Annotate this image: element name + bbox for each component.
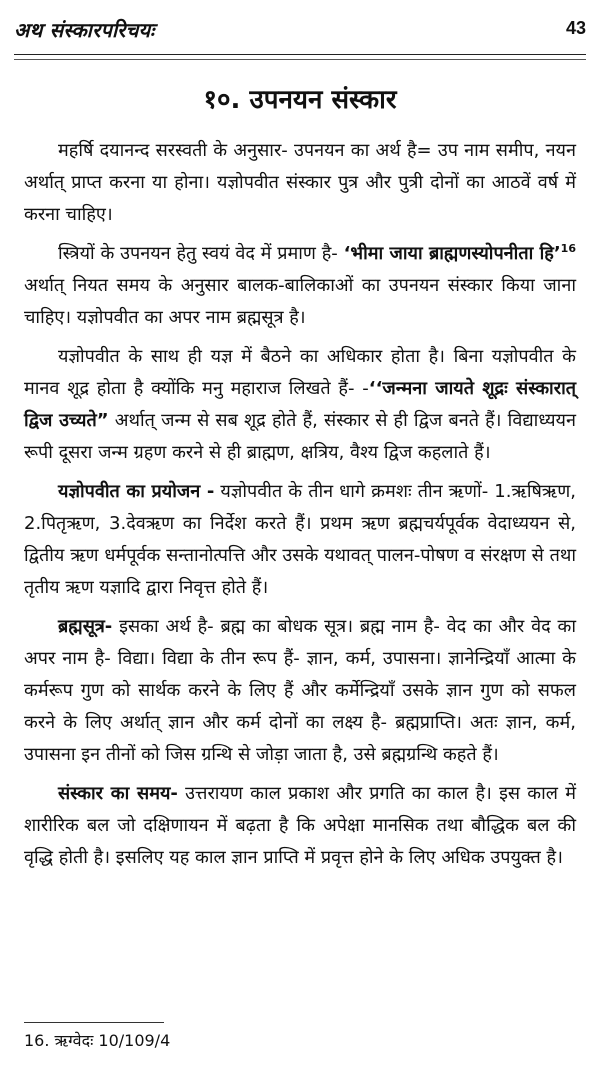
paragraph-women-upanayan bbox=[24, 238, 576, 334]
paragraph-text: अर्थात् नियत समय के अनुसार बालक-बालिकाओं का उपनयन संस्कार किया जाना चाहिए। यज्ञोपवीत का अपर नाम ब्रह्मसूत्र है। bbox=[24, 275, 576, 328]
page-number: 43 bbox=[565, 18, 586, 38]
paragraph-timing bbox=[24, 778, 576, 874]
running-header-title: अथ संस्कारपरिचयः bbox=[14, 18, 155, 42]
vedic-quote: ‘भीमा जाया ब्राह्मणस्योपनीता हि’ bbox=[343, 243, 561, 264]
header-rule bbox=[14, 54, 586, 55]
chapter-title: १०. उपनयन संस्कार bbox=[203, 85, 397, 115]
paragraph-text: यज्ञोपवीत के तीन धागे क्रमशः तीन ऋणों- 1.ऋषिऋण, 2.पितृऋण, 3.देवऋण का निर्देश करते हैं। प्रथम ऋण ब्रह्मचर्यपूर्वक वेदाध्ययन से, द्वितीय ऋण धर्मपूर्वक सन्तानोत्पत्ति और उसके यथावत् पालन-पोषण व संरक्षण से तथा तृतीय ऋण यज्ञादि द्वारा निवृत्त होते हैं। bbox=[24, 481, 576, 598]
paragraph-text: उत्तरायण काल प्रकाश और प्रगति का काल है। इस काल में शारीरिक बल जो दक्षिणायन में बढ़ता है कि अपेक्षा मानसिक तथा बौद्धिक बल की वृद्धि होती है। इसलिए यह काल ज्ञान प्राप्ति में प्रवृत्त होने के लिए अधिक उपयुक्त है। bbox=[24, 783, 576, 868]
footnote-marker: 16 bbox=[560, 242, 576, 255]
footnote-rule bbox=[24, 1022, 164, 1023]
page-header bbox=[14, 14, 586, 54]
paragraph-text: अर्थात् जन्म से सब शूद्र होते हैं, संस्कार से ही द्विज बनते हैं। विद्याध्ययन रूपी दूसरा जन्म ग्रहण करने से ही ब्राह्मण, क्षत्रिय, वैश्य द्विज कहलाते हैं। bbox=[24, 410, 576, 463]
paragraph-brahmasutra bbox=[24, 611, 576, 771]
paragraph-purpose bbox=[24, 476, 576, 604]
paragraph-text: इसका अर्थ है- ब्रह्म का बोधक सूत्र। ब्रह्म नाम है- वेद का और वेद का अपर नाम है- विद्या। विद्या के तीन रूप हैं- ज्ञान, कर्म, उपासना। ज्ञानेन्द्रियाँ आत्मा के कर्मरूप गुण को सार्थक करने के लिए हैं और कर्मेन्द्रियाँ उसके ज्ञान गुण को सफल करने के लिए अर्थात् ज्ञान और कर्म दोनों का लक्ष्य है- ब्रह्मप्राप्ति। अतः ज्ञान, कर्म, उपासना इन तीनों को जिस ग्रन्थि से जोड़ा जाता है, उसे ब्रह्मग्रन्थि कहते हैं। bbox=[24, 616, 576, 765]
manu-quote: ‘‘जन्मना जायते शूद्रः संस्कारात् द्विज उच्यते” bbox=[24, 378, 576, 431]
section-lead-brahmasutra: ब्रह्मसूत्र- bbox=[58, 616, 113, 637]
paragraph-text: स्त्रियों के उपनयन हेतु स्वयं वेद में प्रमाण है- bbox=[58, 243, 344, 264]
paragraph-upanayan-meaning: महर्षि दयानन्द सरस्वती के अनुसार- उपनयन का अर्थ है= उप नाम समीप, नयन अर्थात् प्राप्त करना या होना। यज्ञोपवीत संस्कार पुत्र और पुत्री दोनों का आठवें वर्ष में करना चाहिए। bbox=[24, 140, 576, 225]
footnote: 16. ऋग्वेदः 10/109/4 bbox=[24, 1031, 171, 1050]
section-lead-purpose: यज्ञोपवीत का प्रयोजन - bbox=[58, 481, 215, 502]
header-rule-secondary bbox=[14, 59, 586, 60]
paragraph-yajnopavit-right bbox=[24, 341, 576, 469]
body-text bbox=[24, 135, 576, 881]
section-lead-timing: संस्कार का समय- bbox=[58, 783, 178, 804]
paragraph-text: यज्ञोपवीत के साथ ही यज्ञ में बैठने का अधिकार होता है। बिना यज्ञोपवीत के मानव शूद्र होता है क्योंकि मनु महाराज लिखते हैं- - bbox=[24, 346, 576, 399]
